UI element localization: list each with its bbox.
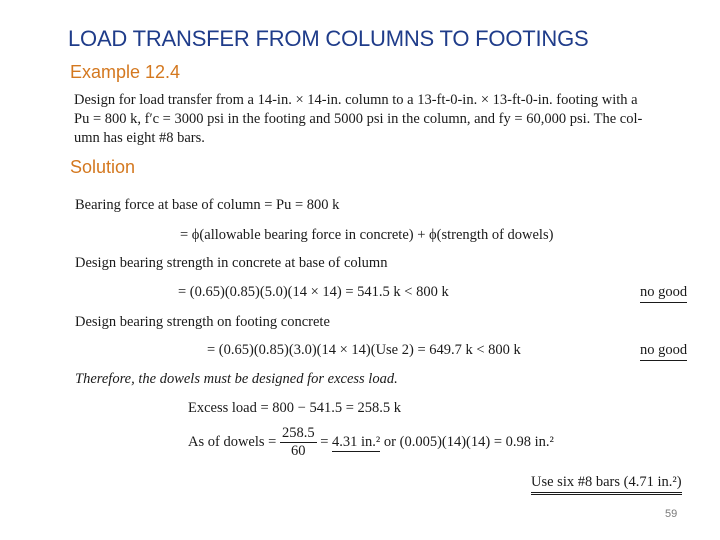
dowel-area-value: 4.31 in.² (332, 433, 381, 450)
dowel-area-label: As of dowels = (188, 433, 277, 450)
slide-title: LOAD TRANSFER FROM COLUMNS TO FOOTINGS (68, 26, 589, 51)
dowel-area-alternative: or (0.005)(14)(14) = 0.98 in.² (383, 433, 554, 450)
page-number: 59 (665, 508, 678, 520)
dowel-area-line (188, 425, 554, 460)
therefore-line: Therefore, the dowels must be designed for excess load. (75, 371, 398, 387)
problem-line-3: umn has eight #8 bars. (74, 130, 205, 146)
column-strength-result: no good (640, 284, 687, 303)
dowel-area-fraction (280, 425, 317, 460)
final-answer: Use six #8 bars (4.71 in.²) (531, 474, 682, 495)
problem-line-2: Pu = 800 k, f′c = 3000 psi in the footing and 5000 psi in the column, and fy = 60,000 psi. The col- (74, 111, 643, 127)
footing-strength-label: Design bearing strength on footing concrete (75, 314, 330, 330)
column-strength-label: Design bearing strength in concrete at base of column (75, 255, 388, 271)
column-strength-calc: = (0.65)(0.85)(5.0)(14 × 14) = 541.5 k < 800 k (178, 284, 449, 300)
bearing-force-line: Bearing force at base of column = Pu = 800 k (75, 197, 340, 213)
solution-heading: Solution (70, 157, 136, 177)
problem-line-1: Design for load transfer from a 14-in. × 14-in. column to a 13-ft-0-in. × 13-ft-0-in. footing with a (74, 92, 638, 108)
fraction-numerator: 258.5 (281, 425, 315, 441)
problem-statement (74, 91, 696, 148)
fraction-denominator: 60 (291, 443, 306, 459)
excess-load-line: Excess load = 800 − 541.5 = 258.5 k (188, 400, 402, 416)
dowel-area-equals: = (320, 433, 329, 450)
bearing-sum-line: = ϕ(allowable bearing force in concrete) + ϕ(strength of dowels) (180, 227, 554, 243)
footing-strength-calc: = (0.65)(0.85)(3.0)(14 × 14)(Use 2) = 649.7 k < 800 k (207, 342, 521, 358)
footing-strength-result: no good (640, 342, 687, 361)
example-heading: Example 12.4 (70, 62, 181, 82)
